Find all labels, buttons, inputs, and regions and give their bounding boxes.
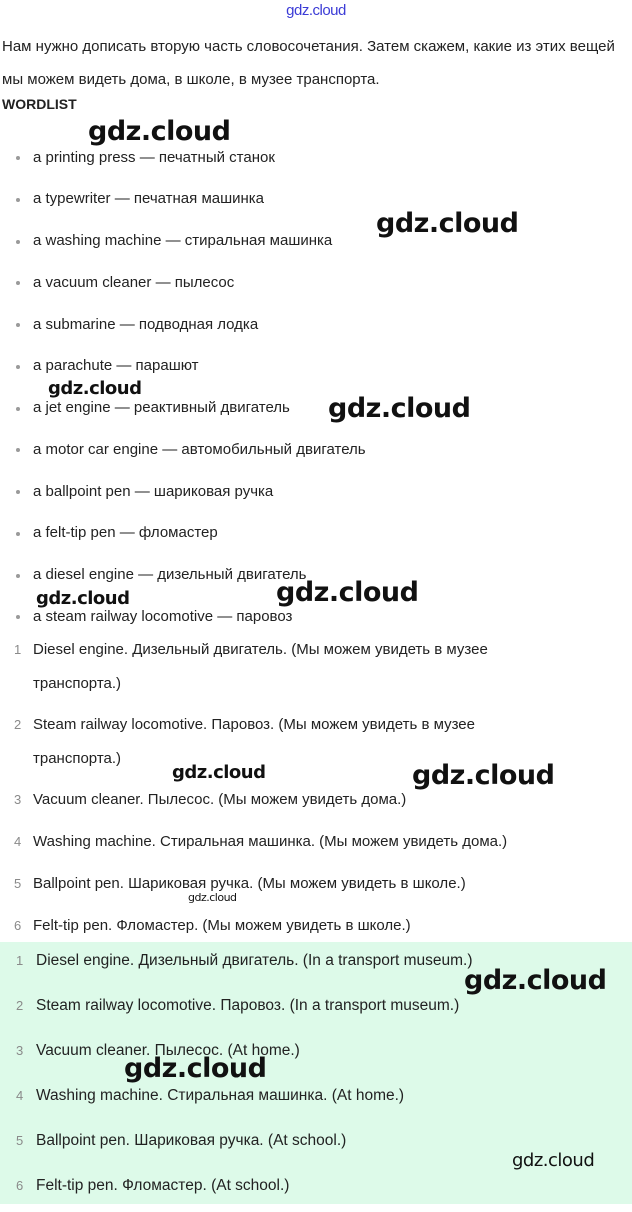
- bullet-icon: [16, 407, 20, 411]
- wordlist-item: a felt-tip pen — фломастер: [0, 513, 632, 555]
- task-description: Нам нужно дописать вторую часть словосочетания. Затем скажем, какие из этих вещей мы можем видеть дома, в школе, в музее транспорта.: [2, 38, 615, 88]
- watermark: gdz.cloud: [48, 378, 142, 399]
- answer-item: [0, 1032, 632, 1077]
- site-logo[interactable]: gdz.cloud: [286, 2, 346, 19]
- wordlist-item: a typewriter — печатная машинка: [0, 179, 632, 221]
- bullet-icon: [16, 198, 20, 202]
- answers-list-russian: [0, 633, 632, 951]
- wordlist-item: a vacuum cleaner — пылесос: [0, 262, 632, 304]
- answer-text-line: Diesel engine. Дизельный двигатель. (Мы можем увидеть в музее: [33, 641, 488, 658]
- answer-text: Ballpoint pen. Шариковая ручка. (At school.): [36, 1132, 347, 1149]
- answer-text: Vacuum cleaner. Пылесос. (At home.): [36, 1042, 300, 1059]
- bullet-icon: [16, 448, 20, 452]
- answer-number: 6: [14, 918, 22, 933]
- answer-number: 5: [16, 1133, 24, 1148]
- wordlist-item: a washing machine — стиральная машинка: [0, 221, 632, 263]
- answer-item: [0, 867, 632, 909]
- bullet-icon: [16, 323, 20, 327]
- answer-item: [0, 633, 632, 708]
- answer-text-line: транспорта.): [33, 675, 122, 692]
- answer-number: 5: [14, 876, 22, 891]
- wordlist-title: WORDLIST: [2, 96, 77, 112]
- bullet-icon: [16, 240, 20, 244]
- watermark: gdz.cloud: [124, 1053, 267, 1084]
- answer-text-line: транспорта.): [33, 750, 122, 767]
- watermark: gdz.cloud: [464, 965, 607, 996]
- watermark: gdz.cloud: [88, 116, 231, 147]
- wordlist-item: a parachute — парашют: [0, 346, 632, 388]
- watermark: gdz.cloud: [376, 208, 519, 239]
- answer-item: [0, 1077, 632, 1122]
- watermark: gdz.cloud: [276, 577, 419, 608]
- answer-number: 2: [14, 717, 22, 732]
- wordlist-item: a diesel engine — дизельный двигатель: [0, 555, 632, 597]
- watermark: gdz.cloud: [172, 762, 266, 783]
- answer-text: Diesel engine. Дизельный двигатель. (In a transport museum.): [36, 952, 473, 969]
- bullet-icon: [16, 532, 20, 536]
- answer-item: [0, 825, 632, 867]
- watermark: gdz.cloud: [512, 1150, 595, 1171]
- answer-number: 2: [16, 998, 24, 1013]
- bullet-icon: [16, 615, 20, 619]
- answer-number: 4: [14, 834, 22, 849]
- answer-text-line: Ballpoint pen. Шариковая ручка. (Мы можем увидеть в школе.): [33, 875, 466, 892]
- wordlist-item: a printing press — печатный станок: [0, 137, 632, 179]
- bullet-icon: [16, 365, 20, 369]
- answer-number: 1: [14, 642, 22, 657]
- answer-item: [0, 1167, 632, 1212]
- answer-text: Felt-tip pen. Фломастер. (At school.): [36, 1177, 290, 1194]
- watermark: gdz.cloud: [328, 393, 471, 424]
- bullet-icon: [16, 156, 20, 160]
- bullet-icon: [16, 281, 20, 285]
- bullet-icon: [16, 490, 20, 494]
- wordlist-item: a submarine — подводная лодка: [0, 304, 632, 346]
- bullet-icon: [16, 574, 20, 578]
- answer-number: 4: [16, 1088, 24, 1103]
- wordlist-item: a jet engine — реактивный двигатель: [0, 388, 632, 430]
- answer-number: 1: [16, 953, 24, 968]
- wordlist-item: a ballpoint pen — шариковая ручка: [0, 471, 632, 513]
- watermark: gdz.cloud: [36, 588, 130, 609]
- answer-number: 3: [16, 1043, 24, 1058]
- answer-text-line: Felt-tip pen. Фломастер. (Мы можем увидеть в школе.): [33, 917, 411, 934]
- answer-text-line: Vacuum cleaner. Пылесос. (Мы можем увидеть дома.): [33, 791, 407, 808]
- answer-text-line: Steam railway locomotive. Паровоз. (Мы можем увидеть в музее: [33, 716, 475, 733]
- answer-number: 6: [16, 1178, 24, 1193]
- answer-text: Washing machine. Стиральная машинка. (At home.): [36, 1087, 405, 1104]
- answer-text-line: Washing machine. Стиральная машинка. (Мы можем увидеть дома.): [33, 833, 508, 850]
- answer-text: Steam railway locomotive. Паровоз. (In a transport museum.): [36, 997, 460, 1014]
- watermark: gdz.cloud: [412, 760, 555, 791]
- wordlist-item: a motor car engine — автомобильный двигатель: [0, 429, 632, 471]
- answer-number: 3: [14, 792, 22, 807]
- wordlist-item: a steam railway locomotive — паровоз: [0, 596, 632, 638]
- watermark: gdz.cloud: [188, 891, 237, 904]
